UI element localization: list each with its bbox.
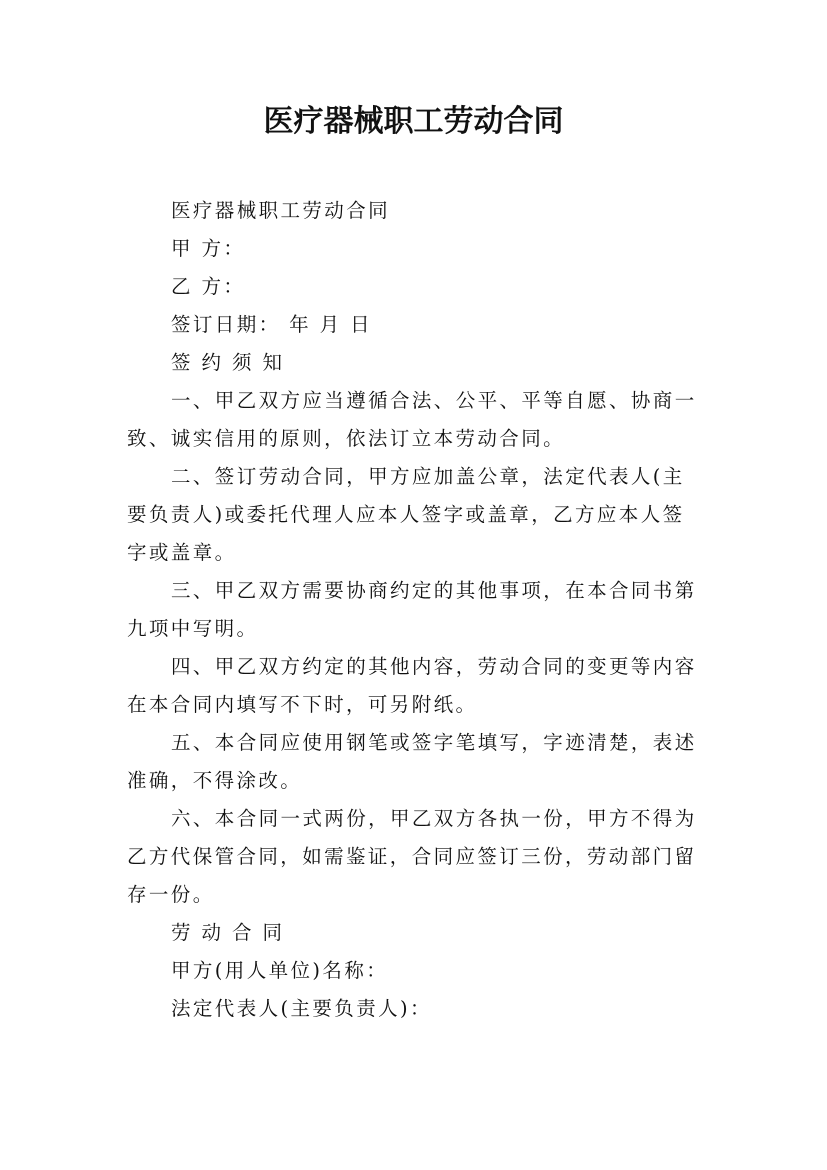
notice-item-5: 五、本合同应使用钢笔或签字笔填写，字迹清楚，表述准确，不得涂改。 — [127, 731, 697, 792]
contract-heading: 医疗器械职工劳动合同 — [171, 199, 391, 222]
employer-name-line: 甲方(用人单位)名称： — [171, 959, 389, 982]
party-a-line: 甲 方： — [171, 237, 246, 260]
notice-title: 签 约 须 知 — [171, 351, 285, 374]
document-body — [127, 192, 703, 1028]
notice-item-3: 三、甲乙双方需要协商约定的其他事项，在本合同书第九项中写明。 — [127, 579, 697, 640]
notice-item-4: 四、甲乙双方约定的其他内容，劳动合同的变更等内容在本合同内填写不下时，可另附纸。 — [127, 655, 697, 716]
notice-item-6: 六、本合同一式两份，甲乙双方各执一份，甲方不得为乙方代保管合同，如需鉴证，合同应签订三份，劳动部门留存一份。 — [127, 807, 697, 906]
document-title: 医疗器械职工劳动合同 — [263, 104, 564, 139]
notice-item-1: 一、甲乙双方应当遵循合法、公平、平等自愿、协商一致、诚实信用的原则，依法订立本劳动合同。 — [127, 389, 697, 450]
contract-title: 劳 动 合 同 — [171, 921, 285, 944]
notice-item-2: 二、签订劳动合同，甲方应加盖公章，法定代表人(主要负责人)或委托代理人应本人签字或盖章，乙方应本人签字或盖章。 — [127, 465, 685, 564]
party-b-line: 乙 方： — [171, 275, 246, 298]
legal-representative-line: 法定代表人(主要负责人)： — [171, 997, 432, 1020]
sign-date-line: 签订日期： 年 月 日 — [171, 313, 372, 336]
